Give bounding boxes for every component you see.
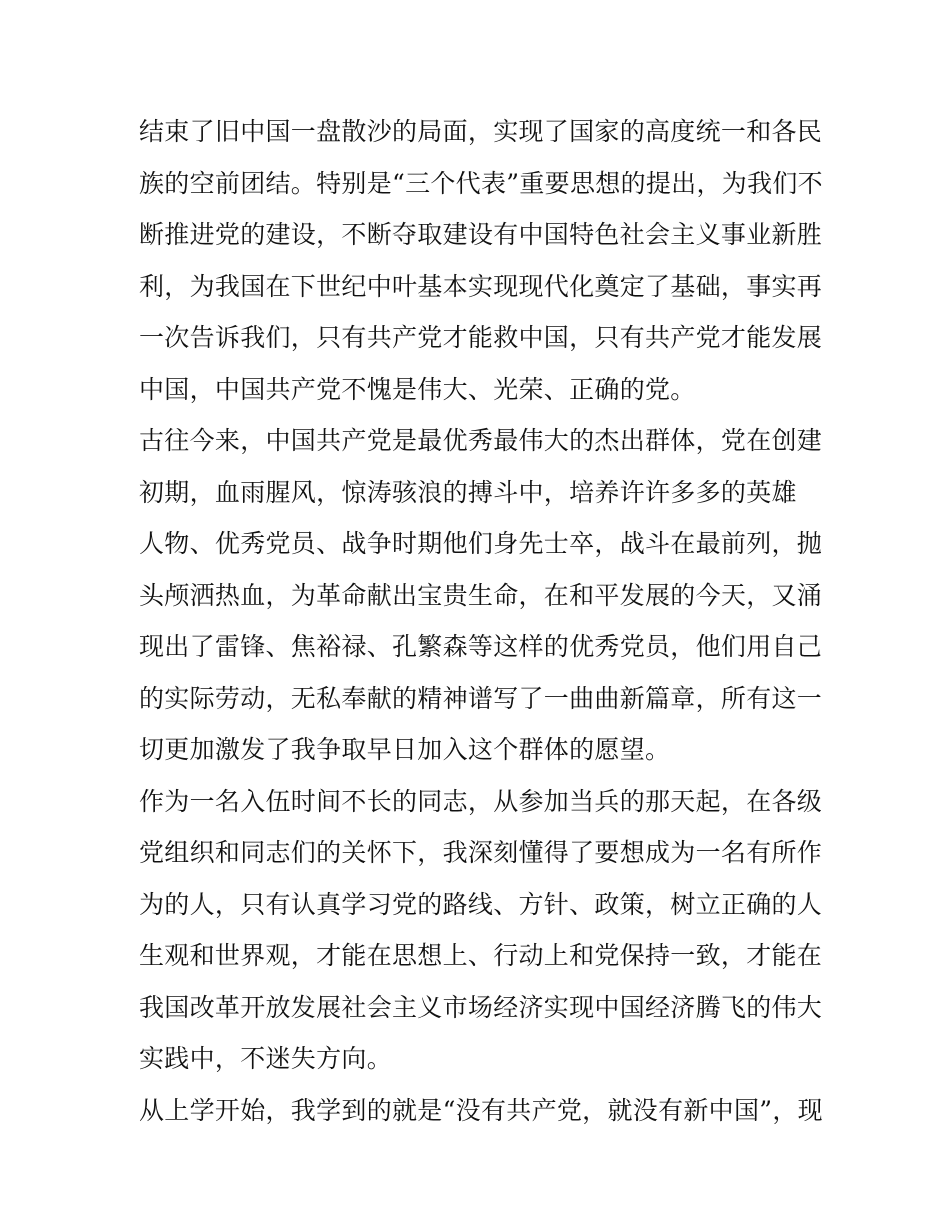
text-line: 断推进党的建设，不断夺取建设有中国特色社会主义事业新胜 (139, 220, 823, 249)
text-line: 生观和世界观，才能在思想上、行动上和党保持一致，才能在 (139, 941, 823, 970)
text-line: 从上学开始，我学到的就是“没有共产党，就没有新中国”，现 (139, 1095, 823, 1125)
text-line: 人物、优秀党员、战争时期他们身先士卒，战斗在最前列，抛 (139, 529, 823, 558)
text-line: 结束了旧中国一盘散沙的局面，实现了国家的高度统一和各民 (139, 117, 823, 146)
text-line: 党组织和同志们的关怀下，我深刻懂得了要想成为一名有所作 (139, 838, 823, 867)
text-line: 为的人，只有认真学习党的路线、方针、政策，树立正确的人 (139, 889, 823, 919)
text-line: 实践中，不迷失方向。 (139, 1044, 393, 1073)
text-line: 我国改革开放发展社会主义市场经济实现中国经济腾飞的伟大 (139, 992, 823, 1022)
text-line: 族的空前团结。特别是“三个代表”重要思想的提出，为我们不 (139, 168, 823, 198)
text-line: 作为一名入伍时间不长的同志，从参加当兵的那天起，在各级 (139, 786, 823, 816)
text-line: 中国，中国共产党不愧是伟大、光荣、正确的党。 (139, 374, 696, 404)
text-line: 现出了雷锋、焦裕禄、孔繁森等这样的优秀党员，他们用自己 (139, 632, 823, 661)
body-text (139, 106, 823, 1136)
text-line: 初期，血雨腥风，惊涛骇浪的搏斗中，培养许许多多的英雄 (139, 477, 797, 507)
text-line: 利，为我国在下世纪中叶基本实现现代化奠定了基础，事实再 (139, 271, 823, 301)
text-line: 切更加激发了我争取早日加入这个群体的愿望。 (139, 735, 671, 764)
text-line: 的实际劳动，无私奉献的精神谱写了一曲曲新篇章，所有这一 (139, 683, 823, 713)
text-line: 古往今来，中国共产党是最优秀最伟大的杰出群体，党在创建 (139, 426, 823, 455)
text-line: 头颅洒热血，为革命献出宝贵生命，在和平发展的今天，又涌 (139, 580, 823, 610)
text-line: 一次告诉我们，只有共产党才能救中国，只有共产党才能发展 (139, 323, 823, 352)
